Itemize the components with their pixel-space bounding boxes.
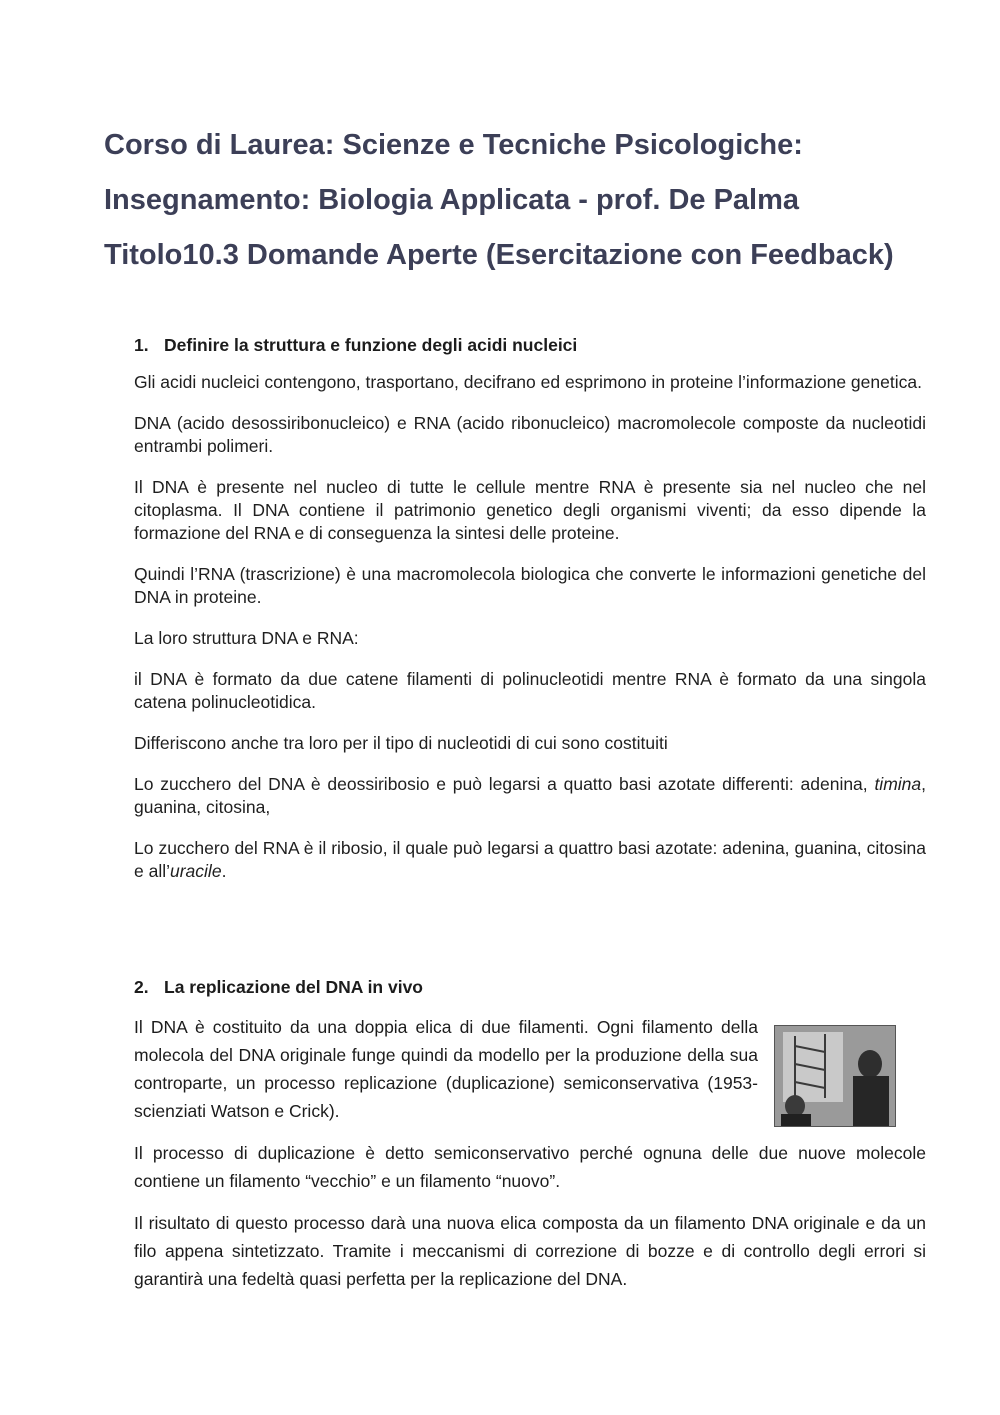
section-2-title: La replicazione del DNA in vivo	[164, 977, 423, 997]
section-1-number: 1.	[134, 335, 149, 355]
paragraph	[134, 837, 926, 883]
section-1-title: Definire la struttura e funzione degli acidi nucleici	[164, 335, 578, 355]
document-header	[104, 118, 984, 283]
paragraph: Il processo di duplicazione è detto semiconservativo perché ognuna delle due nuove molecole contiene un filamento “vecchio” e un filamento “nuovo”.	[134, 1143, 926, 1191]
document-title: Titolo10.3 Domande Aperte (Esercitazione con Feedback)	[104, 239, 894, 271]
italic-term: uracile	[170, 861, 222, 881]
subject-title: Insegnamento: Biologia Applicata - prof. De Palma	[104, 184, 800, 216]
intro-with-photo	[134, 1013, 926, 1125]
paragraph: Gli acidi nucleici contengono, trasportano, decifrano ed esprimono in proteine l’informazione genetica.	[134, 372, 922, 392]
paragraph: Differiscono anche tra loro per il tipo di nucleotidi di cui sono costituiti	[134, 733, 668, 753]
paragraph: Quindi l’RNA (trascrizione) è una macromolecola biologica che converte le informazioni genetiche del DNA in proteine.	[134, 564, 926, 607]
paragraph: Il DNA è presente nel nucleo di tutte le cellule mentre RNA è presente sia nel nucleo che nel citoplasma. Il DNA contiene il patrimonio genetico degli organismi viventi; da esso dipende la formazione del RNA e di conseguenza la sintesi delle proteine.	[134, 477, 926, 543]
italic-term: timina	[874, 774, 922, 794]
section-1	[134, 334, 926, 901]
text-run: Lo zucchero del RNA è il ribosio, il quale può legarsi a quattro basi azotate: adenina, guanina, citosina e all’	[134, 838, 926, 881]
paragraph: DNA (acido desossiribonucleico) e RNA (acido ribonucleico) macromolecole composte da nucleotidi entrambi polimeri.	[134, 413, 926, 456]
section-2-heading	[134, 976, 926, 998]
paragraph	[134, 773, 926, 819]
section-2	[134, 976, 926, 1307]
paragraph: il DNA è formato da due catene filamenti di polinucleotidi mentre RNA è formato da una singola catena polinucleotidica.	[134, 669, 926, 712]
section-2-number: 2.	[134, 977, 149, 997]
text-run: .	[221, 861, 227, 881]
paragraph: Il risultato di questo processo darà una nuova elica composta da un filamento DNA originale e da un filo appena sintetizzato. Tramite i meccanismi di correzione di bozze e di controllo degli errori si garantirà una fedeltà quasi perfetta per la replicazione del DNA.	[134, 1213, 926, 1289]
paragraph: Il DNA è costituito da una doppia elica di due filamenti. Ogni filamento della molecola del DNA originale funge quindi da modello per la produzione della sua controparte, un processo replicazione (duplicazione) semiconservativa (1953- scienziati Watson e Crick).	[134, 1017, 758, 1121]
watson-crick-photo-icon	[774, 1025, 896, 1127]
text-run: , guanina, citosina,	[134, 774, 926, 817]
text-run: Lo zucchero del DNA è deossiribosio e può legarsi a quatto basi azotate differenti: adenina,	[134, 774, 875, 794]
paragraph: La loro struttura DNA e RNA:	[134, 628, 359, 648]
course-title: Corso di Laurea: Scienze e Tecniche Psicologiche:	[104, 129, 803, 161]
section-1-heading	[134, 334, 926, 356]
